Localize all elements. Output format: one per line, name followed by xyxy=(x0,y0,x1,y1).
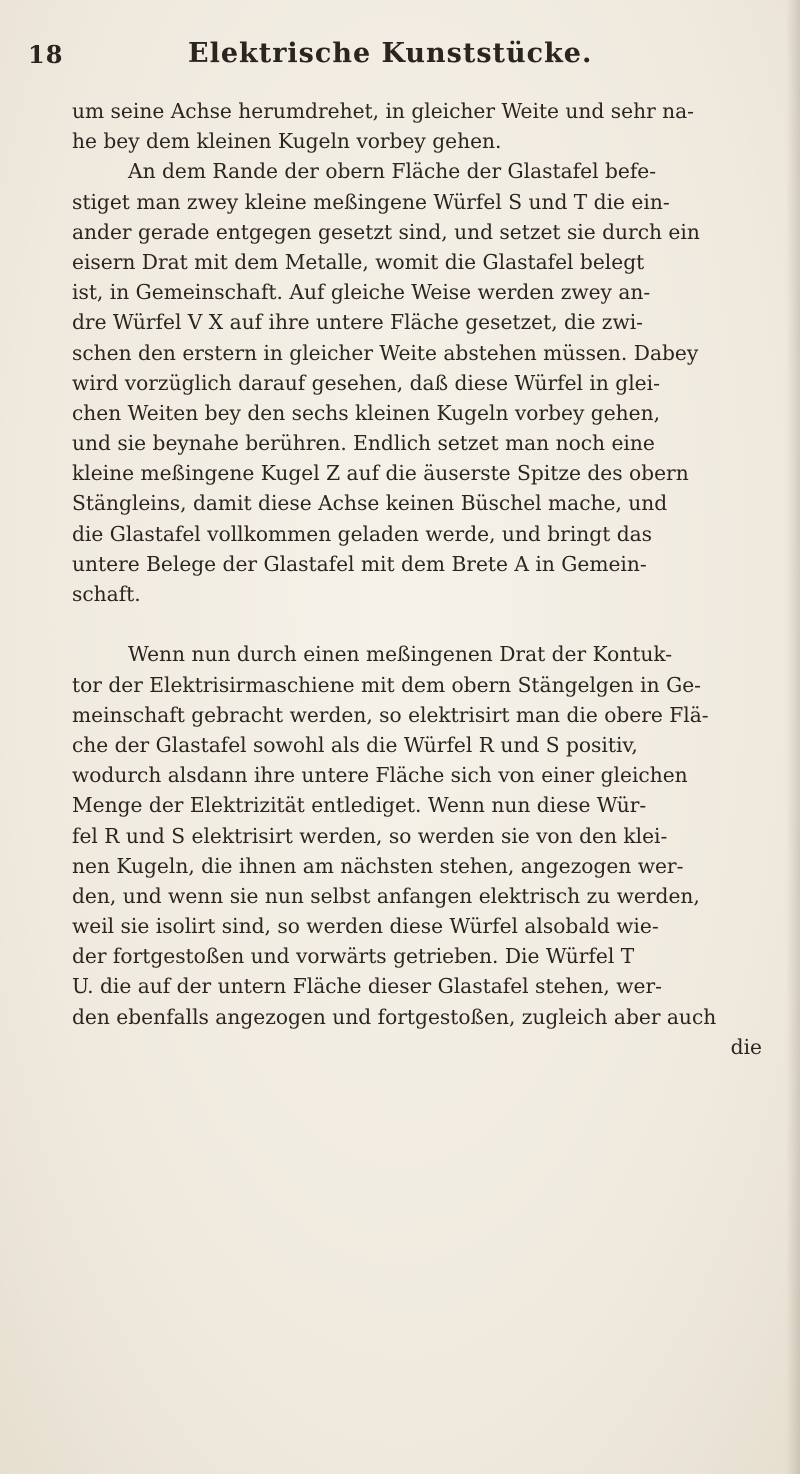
text-line: stiget man zwey kleine meßingene Würfel S und T die ein- xyxy=(72,189,670,214)
page-number: 18 xyxy=(28,40,64,69)
paragraph xyxy=(72,639,762,1031)
text-line: und sie beynahe berühren. Endlich setzet man noch eine xyxy=(72,431,655,456)
text-line: die Glastafel vollkommen geladen werde, und bringt das xyxy=(72,521,653,546)
text-line: ist, in Gemeinschaft. Auf gleiche Weise werden zwey an- xyxy=(72,280,651,305)
text-line: Wenn nun durch einen meßingenen Drat der Kontuk- xyxy=(128,642,673,667)
paragraph xyxy=(72,156,762,609)
running-head: Elektrische Kunststücke. xyxy=(188,38,593,69)
text-line: che der Glastafel sowohl als die Würfel R und S positiv, xyxy=(72,732,638,757)
text-line: eisern Drat mit dem Metalle, womit die Glastafel belegt xyxy=(72,249,645,274)
text-line: he bey dem kleinen Kugeln vorbey gehen. xyxy=(72,129,502,154)
body-text xyxy=(72,96,762,1062)
text-line: schen den erstern in gleicher Weite abstehen müssen. Dabey xyxy=(72,340,699,365)
text-line: meinschaft gebracht werden, so elektrisirt man die obere Flä- xyxy=(72,702,709,727)
text-line: tor der Elektrisirmaschiene mit dem obern Stängelgen in Ge- xyxy=(72,672,701,697)
page-header xyxy=(28,40,768,80)
text-line: Stängleins, damit diese Achse keinen Büschel mache, und xyxy=(72,491,668,516)
text-line: weil sie isolirt sind, so werden diese Würfel alsobald wie- xyxy=(72,914,659,939)
text-line: wodurch alsdann ihre untere Fläche sich von einer gleichen xyxy=(72,763,688,788)
page-edge-shadow xyxy=(786,0,800,1474)
text-line: dre Würfel V X auf ihre untere Fläche gesetzet, die zwi- xyxy=(72,310,643,335)
text-line: An dem Rande der obern Fläche der Glastafel befe- xyxy=(128,159,657,184)
paragraph-gap xyxy=(72,609,762,639)
text-line: der fortgestoßen und vorwärts getrieben. Die Würfel T xyxy=(72,944,635,969)
text-line: wird vorzüglich darauf gesehen, daß diese Würfel in glei- xyxy=(72,370,660,395)
text-line: um seine Achse herumdrehet, in gleicher Weite und sehr na- xyxy=(72,99,694,123)
text-line: den ebenfalls angezogen und fortgestoßen, zugleich aber auch xyxy=(72,1004,717,1029)
text-line: fel R und S elektrisirt werden, so werden sie von den klei- xyxy=(72,823,668,848)
text-line: Menge der Elektrizität entlediget. Wenn nun diese Wür- xyxy=(72,793,647,818)
text-line: schaft. xyxy=(72,582,141,606)
text-line: kleine meßingene Kugel Z auf die äuserste Spitze des obern xyxy=(72,461,689,486)
text-line: nen Kugeln, die ihnen am nächsten stehen, angezogen wer- xyxy=(72,853,684,878)
text-line: U. die auf der untern Fläche dieser Glastafel stehen, wer- xyxy=(72,974,662,999)
text-line: ander gerade entgegen gesetzt sind, und setzet sie durch ein xyxy=(72,219,700,244)
text-line: den, und wenn sie nun selbst anfangen elektrisch zu werden, xyxy=(72,883,700,908)
text-line: chen Weiten bey den sechs kleinen Kugeln vorbey gehen, xyxy=(72,400,661,425)
text-line: untere Belege der Glastafel mit dem Brete A in Gemein- xyxy=(72,551,647,576)
catchword: die xyxy=(730,1034,762,1059)
paragraph xyxy=(72,96,762,156)
